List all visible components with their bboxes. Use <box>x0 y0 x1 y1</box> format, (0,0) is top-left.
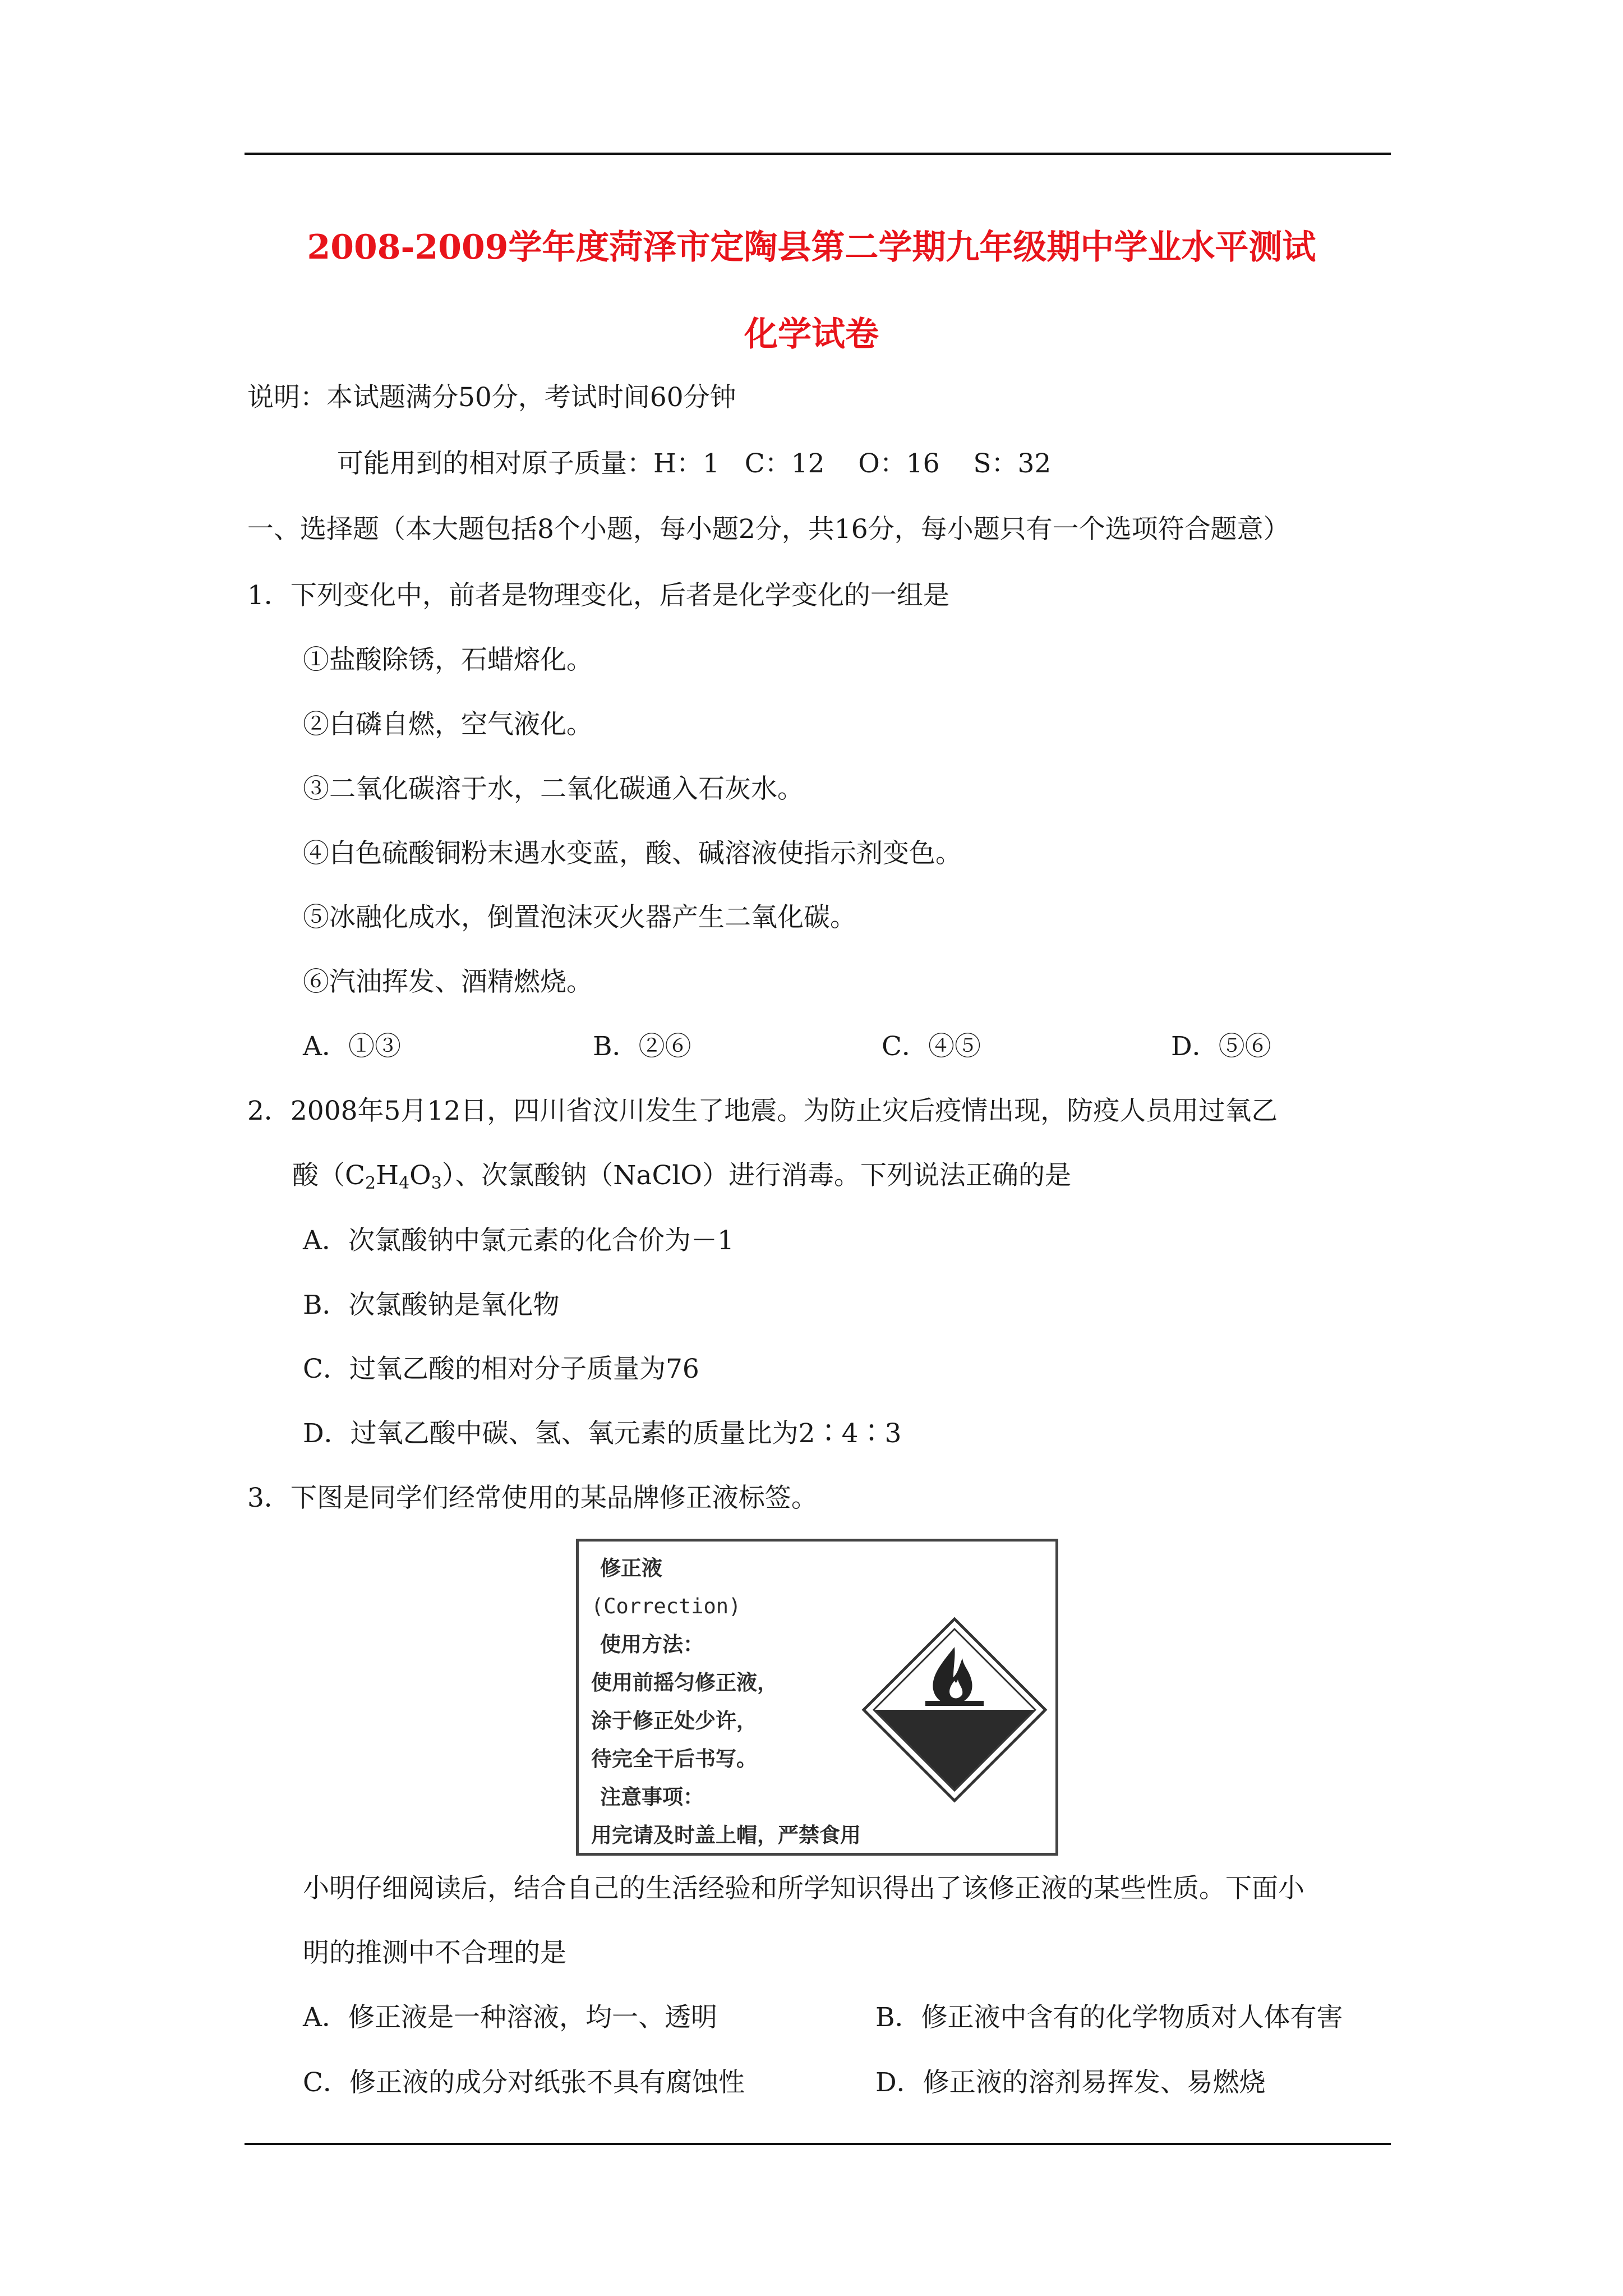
correction-fluid-label <box>576 1539 1058 1856</box>
label-notes-line: 用完请及时盖上帽，严禁食用 <box>591 1823 861 1847</box>
option-b[interactable]: B．②⑥ <box>593 1031 691 1062</box>
label-usage-heading: 使用方法： <box>600 1632 704 1657</box>
exam-subtitle: 化学试卷 <box>744 315 879 354</box>
question-1-item: ①盐酸除锈，石蜡熔化。 <box>303 645 593 675</box>
section-heading: 一、选择题（本大题包括8个小题，每小题2分，共16分，每小题只有一个选项符合题意） <box>247 514 1290 545</box>
question-1-item: ④白色硫酸铜粉末遇水变蓝，酸、碱溶液使指示剂变色。 <box>303 838 962 869</box>
question-3-followup: 明的推测中不合理的是 <box>303 1938 566 1968</box>
option-c[interactable]: C．④⑤ <box>882 1031 981 1062</box>
question-1-item: ⑥汽油挥发、酒精燃烧。 <box>303 967 593 997</box>
label-usage-line: 涂于修正处少许， <box>591 1709 757 1733</box>
question-3-followup: 小明仔细阅读后，结合自己的生活经验和所学知识得出了该修正液的某些性质。下面小 <box>303 1873 1304 1904</box>
label-usage-line: 使用前摇匀修正液， <box>591 1671 778 1695</box>
question-2-stem-continued: 酸$(C_2H_4O_3)$、次氯酸钠（NaClO）进行消毒。下列说法正确的是 <box>292 1160 1071 1193</box>
option-a[interactable]: A．①③ <box>303 1031 401 1062</box>
atomic-masses: 可能用到的相对原子质量：H：1 C：12 O：16 S：32 <box>337 448 1052 479</box>
question-1-stem: 1．下列变化中，前者是物理变化，后者是化学变化的一组是 <box>247 580 949 611</box>
label-notes-heading: 注意事项： <box>600 1785 704 1809</box>
question-3-stem: 3．下图是同学们经常使用的某品牌修正液标签。 <box>247 1483 818 1513</box>
question-1-item: ②白磷自燃，空气液化。 <box>303 709 593 740</box>
option-d[interactable]: D．⑤⑥ <box>1171 1031 1271 1062</box>
question-1-item: ③二氧化碳溶于水，二氧化碳通入石灰水。 <box>303 774 804 804</box>
option-b[interactable]: B．修正液中含有的化学物质对人体有害 <box>875 2002 1343 2033</box>
question-1-item: ⑤冰融化成水，倒置泡沫灭火器产生二氧化碳。 <box>303 902 856 933</box>
exam-title: 2008-2009学年度菏泽市定陶县第二学期九年级期中学业水平测试 <box>307 228 1316 267</box>
question-2-stem: 2．2008年5月12日，四川省汶川发生了地震。为防止灾后疫情出现，防疫人员用过氧乙 <box>247 1096 1278 1126</box>
label-english-name: (Correction) <box>591 1594 741 1618</box>
flammable-hazard-icon <box>859 1614 1050 1805</box>
option-c[interactable]: C．修正液的成分对纸张不具有腐蚀性 <box>303 2067 745 2098</box>
option-d[interactable]: D．过氧乙酸中碳、氢、氧元素的质量比为2∶4∶3 <box>303 1418 902 1449</box>
label-usage-line: 待完全干后书写。 <box>591 1747 757 1771</box>
instructions: 说明：本试题满分50分，考试时间60分钟 <box>247 382 736 413</box>
option-a[interactable]: A．修正液是一种溶液，均一、透明 <box>303 2002 717 2033</box>
header-rule <box>245 153 1391 155</box>
footer-rule <box>245 2143 1391 2145</box>
option-c[interactable]: C．过氧乙酸的相对分子质量为76 <box>303 1354 699 1384</box>
label-product-name: 修正液 <box>600 1556 662 1580</box>
option-d[interactable]: D．修正液的溶剂易挥发、易燃烧 <box>875 2067 1266 2098</box>
option-b[interactable]: B．次氯酸钠是氧化物 <box>303 1290 560 1320</box>
option-a[interactable]: A．次氯酸钠中氯元素的化合价为－1 <box>303 1225 734 1256</box>
